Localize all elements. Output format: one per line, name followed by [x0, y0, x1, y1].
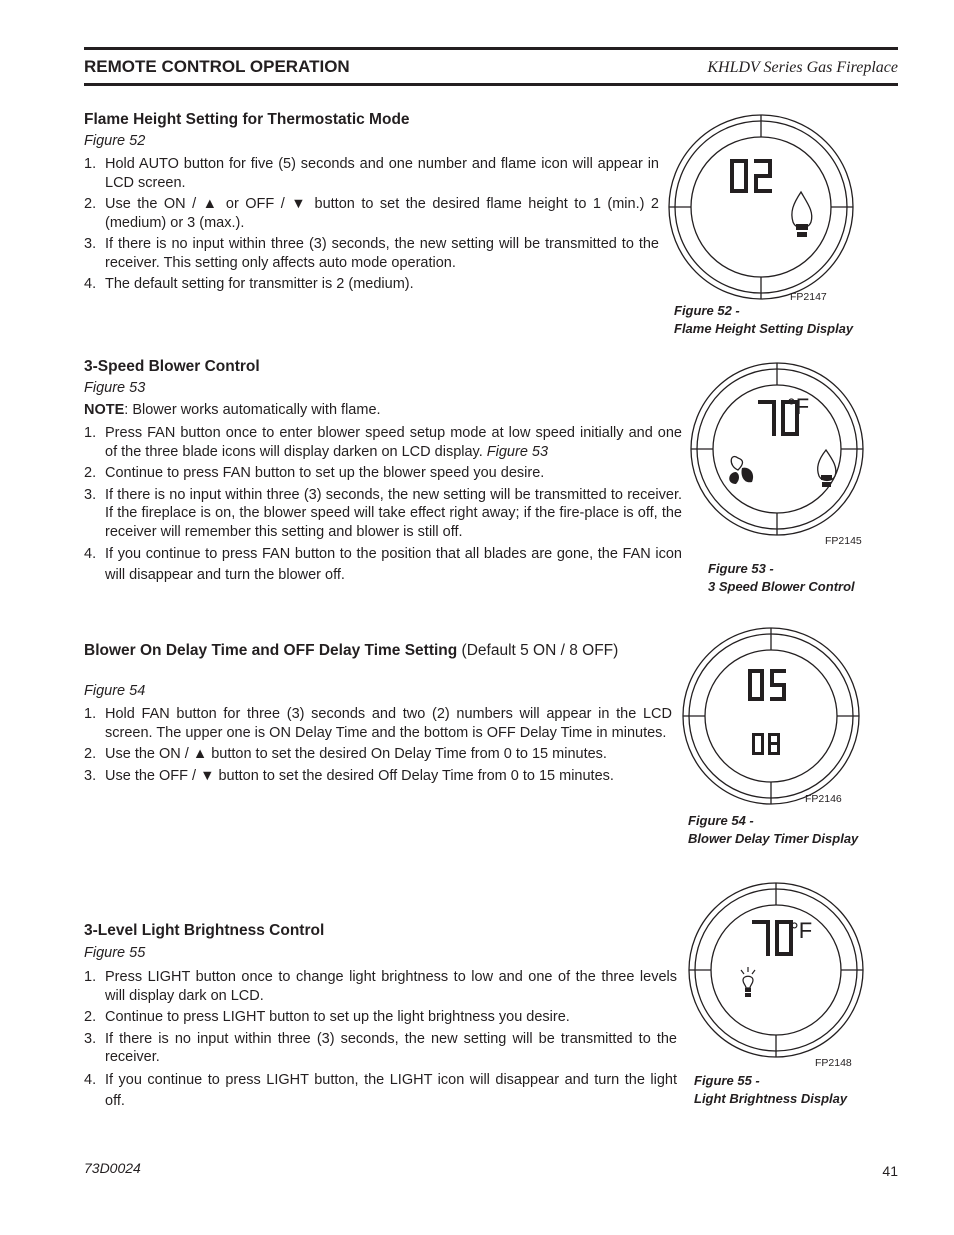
- figure-caption-54: Figure 54 - Blower Delay Timer Display: [688, 813, 859, 846]
- list-item: 3. If there is no input within three (3) seconds, the new setting will be transmitted to the receiver.: [84, 1030, 677, 1065]
- list-item: 4. The default setting for transmitter is 2 (medium).: [84, 276, 414, 292]
- list-item: 2. Use the ON / ▲ or OFF / ▼ button to set the desired flame height to 1 (min.) 2 (medium) or 3 (max.).: [84, 196, 659, 231]
- fan-blade-icon: [729, 457, 753, 484]
- section-title-blower: 3-Speed Blower Control: [84, 358, 260, 375]
- flame-icon: [818, 450, 836, 487]
- fahrenheit-icon: [790, 916, 820, 946]
- figure-ref-54: Figure 54: [84, 683, 146, 699]
- figure-ref-53: Figure 53: [84, 380, 146, 396]
- section-title-flame-height: Flame Height Setting for Thermostatic Mode: [84, 111, 410, 128]
- figure-ref-52: Figure 52: [84, 133, 146, 149]
- list-item: 4. If you continue to press LIGHT button, the LIGHT icon will disappear and turn the light off.: [84, 1071, 677, 1109]
- header-rule-top: [84, 47, 898, 50]
- figure-code-53: FP2145: [825, 535, 862, 547]
- section-header: REMOTE CONTROL OPERATION: [84, 57, 350, 76]
- list-item: 1. Hold AUTO button for five (5) seconds and one number and flame icon will appear in LCD screen.: [84, 156, 659, 191]
- list-item: 2. Use the ON / ▲ button to set the desired On Delay Time from 0 to 15 minutes.: [84, 746, 607, 762]
- note-blower: NOTE: Blower works automatically with flame.: [84, 402, 381, 418]
- list-item: 1. Press FAN button once to enter blower speed setup mode at low speed initially and one of the three blade icons will display darken on LCD display. Figure 53: [84, 425, 682, 460]
- list-item: 2. Continue to press LIGHT button to set up the light brightness you desire.: [84, 1009, 570, 1025]
- figure-caption-52: Figure 52 - Flame Height Setting Display: [674, 303, 854, 336]
- list-item: 2. Continue to press FAN button to set up the blower speed you desire.: [84, 465, 545, 481]
- header-rule-bottom: [84, 83, 898, 86]
- page-number: 41: [882, 1163, 898, 1179]
- flame-icon: [792, 192, 812, 237]
- figure-code-52: FP2147: [790, 291, 827, 303]
- steps-light: [84, 968, 677, 1115]
- list-item: 3. If there is no input within three (3) seconds, the new setting will be transmitted to the receiver. This setting only affects auto mode operation.: [84, 236, 659, 271]
- list-item: 3. If there is no input within three (3) seconds, the new setting will be transmitted to receiver. If the fireplace is on, the blower speed will take effect right away; if the fire-place is off, the receiver will remember this setting and blower is still off.: [84, 486, 682, 540]
- list-item: 1. Hold FAN button for three (3) seconds and two (2) numbers will appear in the LCD screen. The upper one is ON Delay Time and the bottom is OFF Delay Time in minutes.: [84, 706, 672, 741]
- document-code: 73D0024: [84, 1160, 141, 1176]
- figure-caption-55: Figure 55 - Light Brightness Display: [694, 1073, 848, 1106]
- svg-text:°F: °F: [790, 918, 813, 943]
- section-title-delay: Blower On Delay Time and OFF Delay Time Setting (Default 5 ON / 8 OFF): [84, 642, 619, 659]
- lcd-figure-53: [688, 360, 866, 538]
- figure-code-55: FP2148: [815, 1057, 852, 1069]
- product-title: KHLDV Series Gas Fireplace: [707, 59, 898, 76]
- fahrenheit-icon: [787, 392, 817, 422]
- list-item: 4. If you continue to press FAN button to the position that all blades are gone, the FAN icon will disappear and turn the blower off.: [84, 546, 682, 583]
- figure-code-54: FP2146: [805, 793, 842, 805]
- lcd-figure-52: [666, 112, 856, 302]
- steps-flame-height: [84, 155, 659, 297]
- list-item: 3. Use the OFF / ▼ button to set the desired Off Delay Time from 0 to 15 minutes.: [84, 767, 614, 784]
- steps-delay: [84, 705, 672, 788]
- svg-text:°F: °F: [787, 394, 810, 419]
- lcd-figure-54: [680, 625, 862, 807]
- list-item: 1. Press LIGHT button once to change light brightness to low and one of the three levels will display dark on LCD.: [84, 969, 677, 1004]
- steps-blower: [84, 424, 682, 589]
- figure-caption-53: Figure 53 - 3 Speed Blower Control: [708, 561, 855, 594]
- section-title-light: 3-Level Light Brightness Control: [84, 922, 325, 939]
- light-bulb-icon: [741, 967, 755, 997]
- lcd-figure-55: [686, 880, 866, 1060]
- figure-ref-55: Figure 55: [84, 945, 146, 961]
